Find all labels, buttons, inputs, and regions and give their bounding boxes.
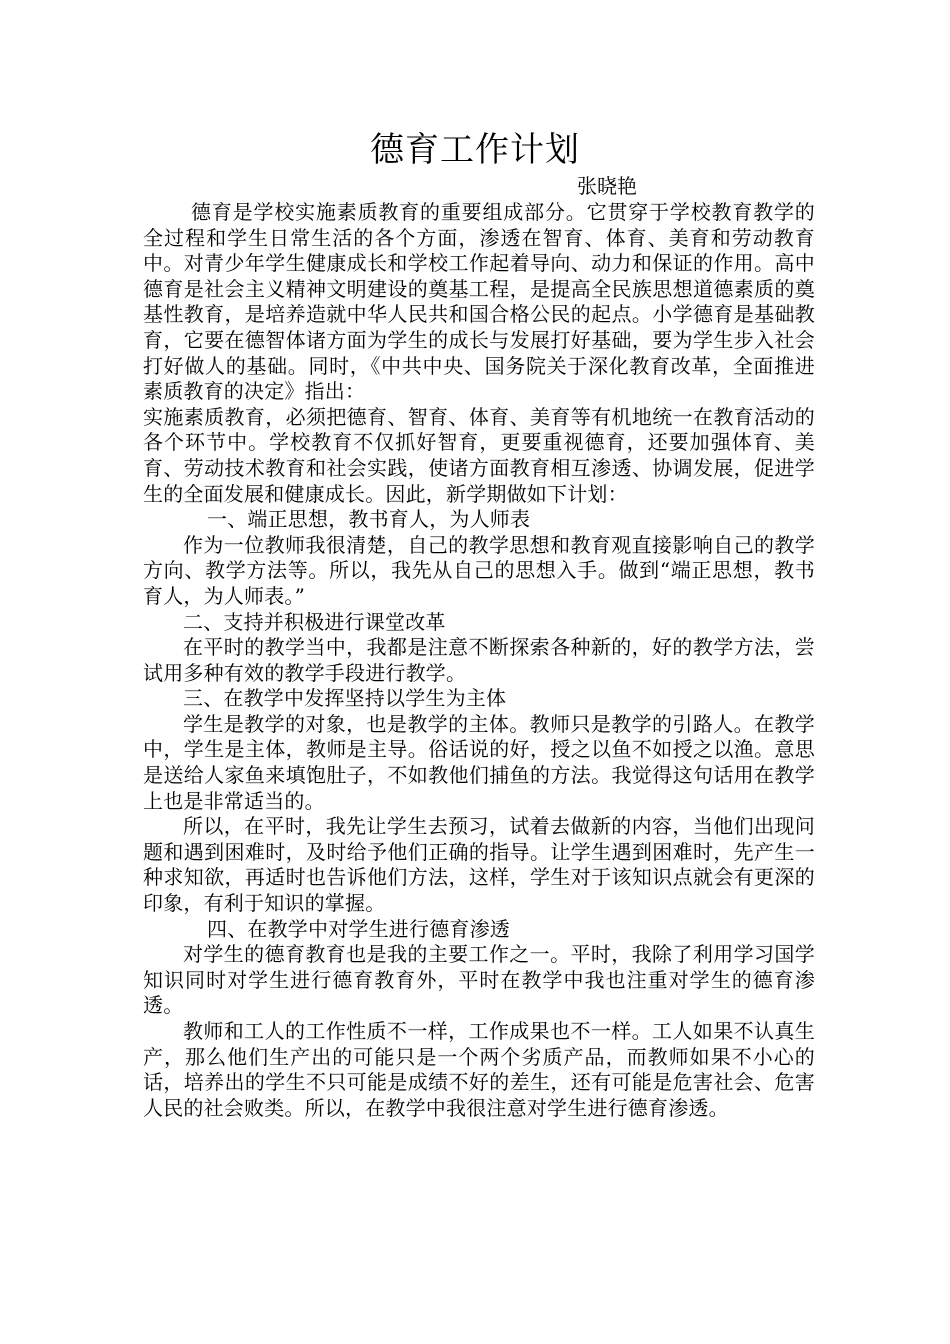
document-author: 张晓艳 <box>577 174 637 198</box>
document-body <box>143 200 815 1121</box>
paragraph-section-3a: 学生是教学的对象，也是教学的主体。教师只是教学的引路人。在教学中，学生是主体，教师是主导。俗话说的好，授之以鱼不如授之以渔。意思是送给人家鱼来填饱肚子，不如教他们捕鱼的方法。我觉得这句话用在教学上也是非常适当的。 <box>143 711 815 813</box>
paragraph-quote: 实施素质教育，必须把德育、智育、体育、美育等有机地统一在教育活动的各个环节中。学校教育不仅抓好智育，更要重视德育，还要加强体育、美育、劳动技术教育和社会实践，使诸方面教育相互渗透、协调发展，促进学生的全面发展和健康成长。因此，新学期做如下计划： <box>143 404 815 506</box>
section-heading-4: 四、在教学中对学生进行德育渗透 <box>207 916 510 941</box>
paragraph-section-2: 在平时的教学当中，我都是注意不断探索各种新的，好的教学方法，尝试用多种有效的教学手段进行教学。 <box>143 635 815 685</box>
paragraph-section-1: 作为一位教师我很清楚，自己的教学思想和教育观直接影响自己的教学方向、教学方法等。所以，我先从自己的思想入手。做到“端正思想，教书育人，为人师表。” <box>143 532 815 608</box>
section-heading-3: 三、在教学中发挥坚持以学生为主体 <box>183 686 507 711</box>
paragraph-intro: 德育是学校实施素质教育的重要组成部分。它贯穿于学校教育教学的全过程和学生日常生活的各个方面，渗透在智育、体育、美育和劳动教育中。对青少年学生健康成长和学校工作起着导向、动力和保证的作用。高中德育是社会主义精神文明建设的奠基工程，是提高全民族思想道德素质的奠基性教育，是培养造就中华人民共和国合格公民的起点。小学德育是基础教育，它要在德智体诸方面为学生的成长与发展打好基础，要为学生步入社会打好做人的基础。同时，《中共中央、国务院关于深化教育改革，全面推进素质教育的决定》指出： <box>143 200 815 404</box>
paragraph-section-4a: 对学生的德育教育也是我的主要工作之一。平时，我除了利用学习国学知识同时对学生进行德育教育外，平时在教学中我也注重对学生的德育渗透。 <box>143 942 815 1018</box>
section-heading-1: 一、端正思想，教书育人，为人师表 <box>207 507 531 532</box>
section-heading-2: 二、支持并积极进行课堂改革 <box>183 609 446 634</box>
paragraph-section-3b: 所以，在平时，我先让学生去预习，试着去做新的内容，当他们出现问题和遇到困难时，及时给予他们正确的指导。让学生遇到困难时，先产生一种求知欲，再适时也告诉他们方法，这样，学生对于该知识点就会有更深的印象，有利于知识的掌握。 <box>143 814 815 916</box>
document-title: 德育工作计划 <box>370 130 580 170</box>
paragraph-section-4b: 教师和工人的工作性质不一样，工作成果也不一样。工人如果不认真生产，那么他们生产出的可能只是一个两个劣质产品，而教师如果不小心的话，培养出的学生不只可能是成绩不好的差生，还有可能是危害社会、危害人民的社会败类。所以，在教学中我很注意对学生进行德育渗透。 <box>143 1019 815 1120</box>
